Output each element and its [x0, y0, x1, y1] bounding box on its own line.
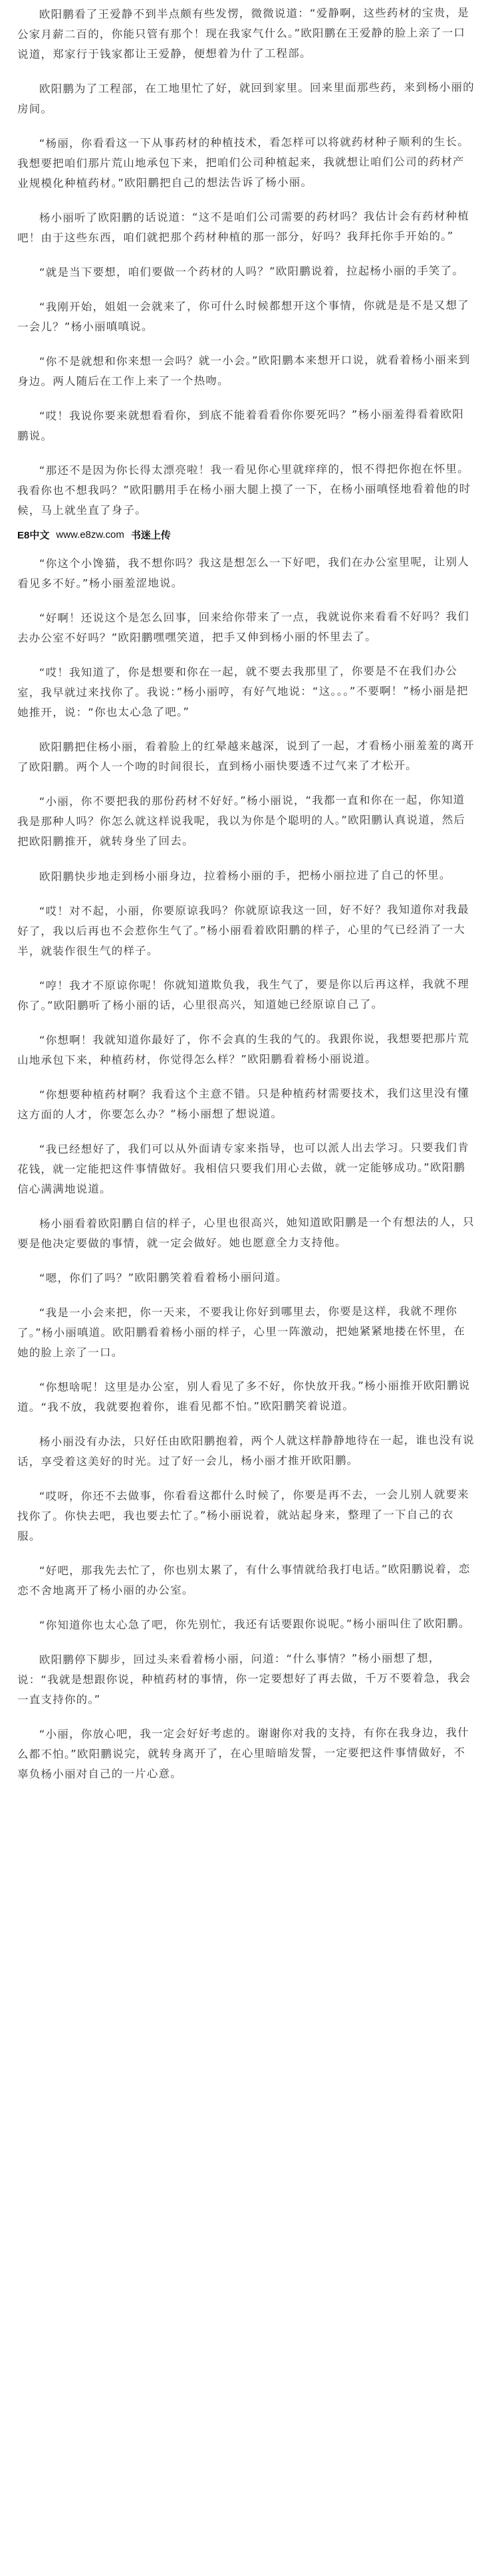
paragraph: “你想啊！我就知道你最好了，你不会真的生我的气的。我跟你说，我想要把那片荒山地承包下来，种植药材，你觉得怎么样？”欧阳鹏看着杨小丽说道。 [17, 1032, 469, 1067]
paragraph: 杨小丽没有办法，只好任由欧阳鹏抱着，两个人就这样静静地待在一起，谁也没有说话，享受着这美好的时光。过了好一会儿，杨小丽才推开欧阳鹏。 [17, 1433, 475, 1468]
source-watermark [17, 528, 475, 541]
paragraph: “你想啥呢！这里是办公室，别人看见了多不好，你快放开我。”杨小丽推开欧阳鹏说道。“我不放，我就要抱着你，谁看见都不怕。”欧阳鹏笑着说道。 [17, 1379, 471, 1414]
paragraph: “你这个小馋猫，我不想你吗？我这是想怎么一下好吧，我们在办公室里呢，让别人看见多不好。”杨小丽羞涩地说。 [17, 555, 469, 590]
paragraph: “好吧，那我先去忙了，你也别太累了，有什么事情就给我打电话。”欧阳鹏说着，恋恋不舍地离开了杨小丽的办公室。 [17, 1562, 471, 1597]
paragraph: “好啊！还说这个是怎么回事，回来给你带来了一点，我就说你来看看不好吗？我们去办公室不好吗？”欧阳鹏嘿嘿笑道，把手又伸到杨小丽的怀里去了。 [17, 610, 469, 645]
paragraph: “哎！我知道了，你是想要和你在一起，就不要去我那里了，你要是不在我们办公室，我早就过来找你了。我说：”杨小丽哼，有好气地说：“这。。。”不要啊！”杨小丽是把她推开，说：“你也太心急了吧。” [17, 664, 469, 719]
paragraph: “小丽，你放心吧，我一定会好好考虑的。谢谢你对我的支持，有你在我身边，我什么都不怕。”欧阳鹏说完，就转身离开了，在心里暗暗发誓，一定要把这件事情做好，不辜负杨小丽对自己的一片心意。 [17, 1726, 469, 1781]
paragraph: “小丽，你不要把我的那份药材不好好。”杨小丽说，“我都一直和你在一起，你知道我是那种人吗？你怎么就这样说我呢，我以为你是个聪明的人。”欧阳鹏认真说道，然后把欧阳鹏推开，就转身坐了回去。 [17, 794, 466, 848]
paragraph: “我是一小会来把，你一天来，不要我让你好到哪里去，你要是这样，我就不理你了。”杨小丽嗔道。欧阳鹏看着杨小丽的样子，心里一阵激动，把她紧紧地搂在怀里，在她的脸上亲了一口。 [17, 1304, 466, 1359]
paragraph: “你不是就想和你来想一会吗？就一小会。”欧阳鹏本来想开口说，就看着杨小丽来到身边。两人随后在工作上来了一个热吻。 [17, 353, 471, 388]
paragraph: “哎！我说你要来就想看看你，到底不能着看看你你要死吗？”杨小丽羞得看着欧阳鹏说。 [17, 408, 464, 443]
paragraph: 杨小丽看着欧阳鹏自信的样子，心里也很高兴，她知道欧阳鹏是一个有想法的人，只要是他决定要做的事情，就一定会做好。她也愿意全力支持他。 [17, 1215, 475, 1250]
paragraph: “哎呀，你还不去做事，你看看这都什么时候了，你要是再不去，一会儿别人就要来找你了。你快去吧，我也要去忙了。”杨小丽说着，就站起身来，整理了一下自己的衣服。 [17, 1488, 469, 1543]
paragraph: “嗯，你们了吗？”欧阳鹏笑着看着杨小丽问道。 [39, 1270, 288, 1285]
watermark-site-name: E8中文 [17, 529, 50, 541]
paragraph: “你知道你也太心急了吧，你先别忙，我还有话要跟你说呢。”杨小丽叫住了欧阳鹏。 [39, 1617, 471, 1632]
watermark-url: www.e8zw.com [56, 528, 124, 540]
paragraph: “我已经想好了，我们可以从外面请专家来指导，也可以派人出去学习。只要我们肯花钱，就一定能把这件事情做好。我相信只要我们用心去做，就一定能够成功。”欧阳鹏信心满满地说道。 [17, 1141, 469, 1196]
paragraph: “杨丽，你看看这一下从事药材的种植技术，看怎样可以将就药材种子顺利的生长。我想要把咱们那片荒山地承包下来，把咱们公司种植起来，我就想让咱们公司的药材产业规模化种植药材。”欧阳鹏把自己的想法告诉了杨小丽。 [17, 135, 469, 190]
paragraph: “你想要种植药材啊？我看这个主意不错。只是种植药材需要技术，我们这里没有懂这方面的人才，你要怎么办？”杨小丽想了想说道。 [17, 1086, 469, 1121]
paragraph: “我刚开始，姐姐一会就来了，你可什么时候都想开这个事情，你就是是不是又想了一会儿？”杨小丽嗔嗔说。 [17, 298, 469, 334]
paragraph: “那还不是因为你长得太漂亮啦！我一看见你心里就痒痒的，恨不得把你抱在怀里。我看你也不想我吗？”欧阳鹏用手在杨小丽大腿上摸了一下，在杨小丽嗔怪地看着他的时候，马上就坐直了身子。 [17, 462, 471, 517]
paragraph: 欧阳鹏把住杨小丽，看着脸上的红晕越来越深，说到了一起，才看杨小丽羞羞的离开了欧阳鹏。两个人一个吻的时间很长，直到杨小丽快要透不过气来了才松开。 [17, 739, 475, 774]
paragraph: “就是当下要想，咱们要做一个药材的人吗？”欧阳鹏说着，拉起杨小丽的手笑了。 [39, 264, 465, 279]
paragraph: 欧阳鹏看了王爱静不到半点颇有些发愣，微微说道：“爱静啊，这些药材的宝贵，是公家月薪二百的，你能只管有那个！现在我家气什么。”欧阳鹏在王爱静的脸上亲了一口说道，郑家行于钱家都让王爱静，便想着为什了工程部。 [17, 6, 469, 61]
paragraph: 欧阳鹏快步地走到杨小丽身边，拉着杨小丽的手，把杨小丽拉进了自己的怀里。 [39, 868, 451, 883]
paragraph: 杨小丽听了欧阳鹏的话说道：“这不是咱们公司需要的药材吗？我估计会有药材种植吧！由于这些东西，咱们就把那个药材种植的那一部分，好吗？我拜托你手开始的。” [17, 209, 469, 245]
paragraph: 欧阳鹏停下脚步，回过头来看着杨小丽，问道：“什么事情？”杨小丽想了想，说：“我就是想跟你说，种植药材的事情，你一定要想好了再去做，千万不要着急，我会一直支持你的。” [17, 1651, 471, 1706]
paragraph: “哼！我才不原谅你呢！你就知道欺负我，我生气了，要是你以后再这样，我就不理你了。”欧阳鹏听了杨小丽的话，心里很高兴，知道她已经原谅自己了。 [17, 977, 469, 1012]
paragraph: 欧阳鹏为了工程部，在工地里忙了好，就回到家里。回来里面那些药，来到杨小丽的房间。 [17, 80, 475, 116]
watermark-upload-tag: 书迷上传 [130, 529, 171, 541]
paragraph: “哎！对不起，小丽，你要原谅我吗？你就原谅我这一回，好不好？我知道你对我最好了，我以后再也不会惹你生气了。”杨小丽看着欧阳鹏的样子，心里的气已经消了一大半，就装作很生气的样子。 [17, 903, 469, 958]
